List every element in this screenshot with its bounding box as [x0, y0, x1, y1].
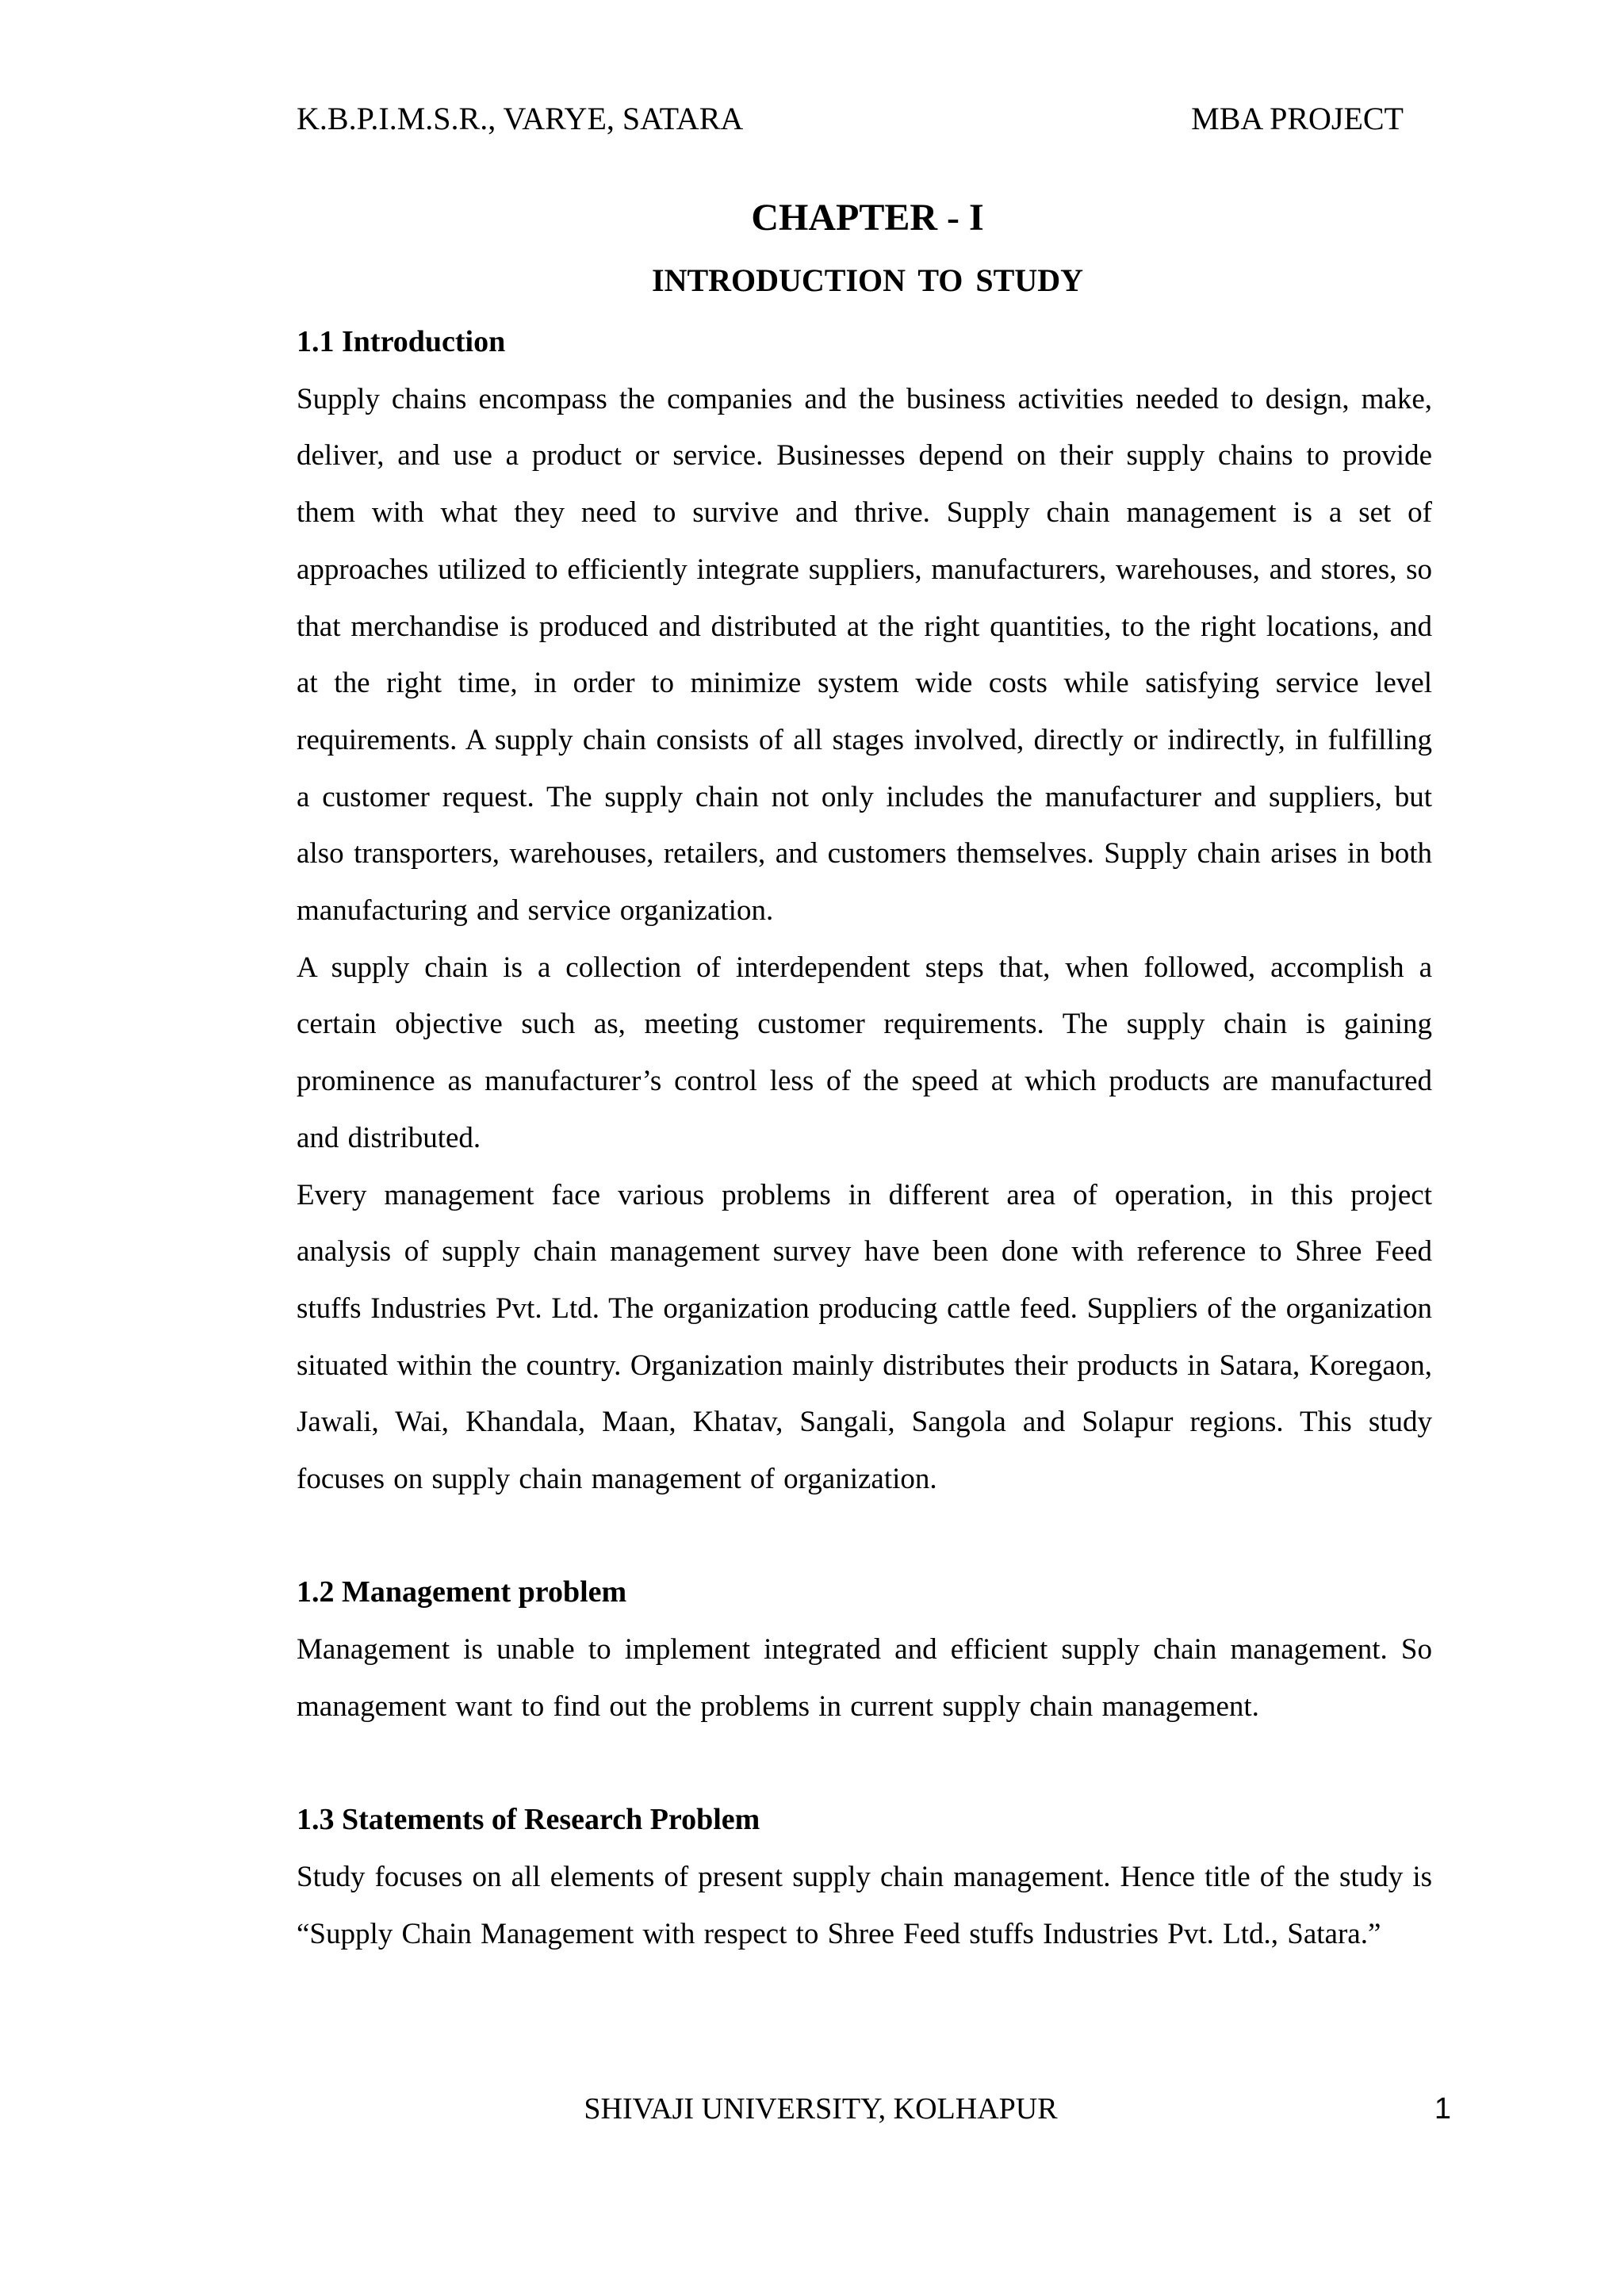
section-management-problem: [297, 1564, 1432, 1735]
section-research-problem: [297, 1792, 1432, 1962]
document-body: [297, 314, 1432, 1962]
section-heading: 1.2 Management problem: [297, 1575, 627, 1609]
paragraph: Supply chains encompass the companies and the business activities needed to design, make, deliver, and use a product or service. Businesses depend on their supply chains to provide them with what they need to survive and thrive. Supply chain management is a set of approaches utilized to efficiently integrate suppliers, manufacturers, warehouses, and stores, so that merchandise is produced and distributed at the right quantities, to the right locations, and at the right time, in order to minimize system wide costs while satisfying service level requirements. A supply chain consists of all stages involved, directly or indirectly, in fulfilling a customer request. The supply chain not only includes the manufacturer and suppliers, but also transporters, warehouses, retailers, and customers themselves. Supply chain arises in both manufacturing and service organization.: [297, 382, 1432, 928]
section-spacer: [297, 1508, 1432, 1565]
paragraph: Study focuses on all elements of present supply chain management. Hence title of the study is “Supply Chain Management with respect to Shree Feed stuffs Industries Pvt. Ltd., Satara.”: [297, 1860, 1432, 1950]
section-spacer: [297, 1735, 1432, 1793]
paragraph: A supply chain is a collection of interdependent steps that, when followed, accomplish a certain objective such as, meeting customer requirements. The supply chain is gaining prominence as manufacturer’s control less of the speed at which products are manufactured and distributed.: [297, 951, 1432, 1154]
header-institute: K.B.P.I.M.S.R., VARYE, SATARA: [297, 101, 744, 136]
header-project: MBA PROJECT: [1191, 101, 1404, 136]
paragraph: Every management face various problems in different area of operation, in this project analysis of supply chain management survey have been done with reference to Shree Feed stuffs Industries Pvt. Ltd. The organization producing cattle feed. Suppliers of the organization situated within the country. Organization mainly distributes their products in Satara, Koregaon, Jawali, Wai, Khandala, Maan, Khatav, Sangali, Sangola and Solapur regions. This study focuses on supply chain management of organization.: [297, 1178, 1432, 1496]
paragraph: Management is unable to implement integrated and efficient supply chain management. So management want to find out the problems in current supply chain management.: [297, 1633, 1432, 1723]
section-heading: 1.3 Statements of Research Problem: [297, 1803, 760, 1837]
section-heading: 1.1 Introduction: [297, 325, 506, 358]
chapter-title: CHAPTER - I: [751, 197, 984, 239]
section-introduction: [297, 314, 1432, 1508]
page-number: 1: [1434, 2092, 1451, 2126]
footer-university: SHIVAJI UNIVERSITY, KOLHAPUR: [584, 2092, 1058, 2126]
chapter-subtitle: INTRODUCTION TO STUDY: [652, 262, 1083, 298]
